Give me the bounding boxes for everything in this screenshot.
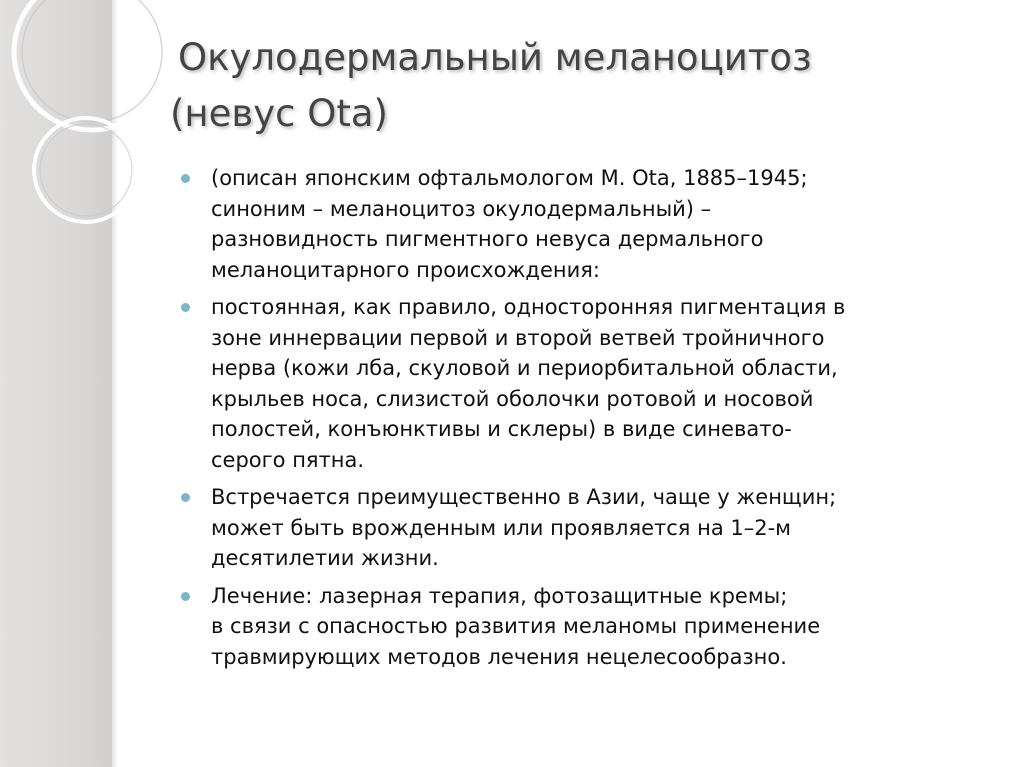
bullet-line: разновидность пигментного невуса дермального [211, 227, 764, 251]
bullet-item-pigmentation [181, 292, 993, 475]
title-line-2: (невус Ota) [170, 92, 388, 135]
bullet-dot-icon [181, 493, 190, 502]
bullet-dot-icon [181, 174, 190, 183]
bullet-line: серого пятна. [211, 447, 365, 472]
bullet-line: меланоцитарного происхождения: [211, 257, 600, 282]
bullet-line: в связи с опасностью развития меланомы применение [211, 614, 821, 638]
bullet-dot-icon [181, 303, 190, 312]
bullet-line: постоянная, как правило, односторонняя пигментация в [211, 295, 846, 319]
bullet-dot-icon [181, 592, 190, 601]
bullet-item-treatment [181, 581, 993, 673]
bullet-item-description [181, 163, 993, 285]
bullet-line: нерва (кожи лба, скуловой и периорбитальной области, [211, 356, 838, 380]
bullet-line: Лечение: лазерная терапия, фотозащитные кремы; [211, 583, 788, 608]
bullet-line: может быть врожденным или проявляется на 1–2-м [211, 515, 792, 540]
bullet-line: полостей, конъюнктивы и склеры) в виде синевато- [211, 417, 792, 441]
bullet-list [181, 163, 993, 679]
bullet-line: Встречается преимущественно в Азии, чаще у женщин; [211, 485, 837, 509]
title-line-1: Окулодермальный меланоцитоз [178, 36, 812, 79]
bullet-item-epidemiology [181, 482, 993, 574]
bullet-line: синоним – меланоцитоз окулодермальный) – [211, 196, 712, 221]
bullet-line: крыльев носа, слизистой оболочки ротовой и носовой [211, 386, 814, 411]
slide-title [170, 30, 998, 142]
bullet-line: зоне иннервации первой и второй ветвей тройничного [211, 325, 825, 350]
bullet-line: десятилетии жизни. [211, 546, 439, 570]
bullet-line: (описан японским офтальмологом M. Ota, 1885–1945; [211, 166, 808, 190]
bullet-line: травмирующих методов лечения нецелесообразно. [211, 644, 787, 669]
